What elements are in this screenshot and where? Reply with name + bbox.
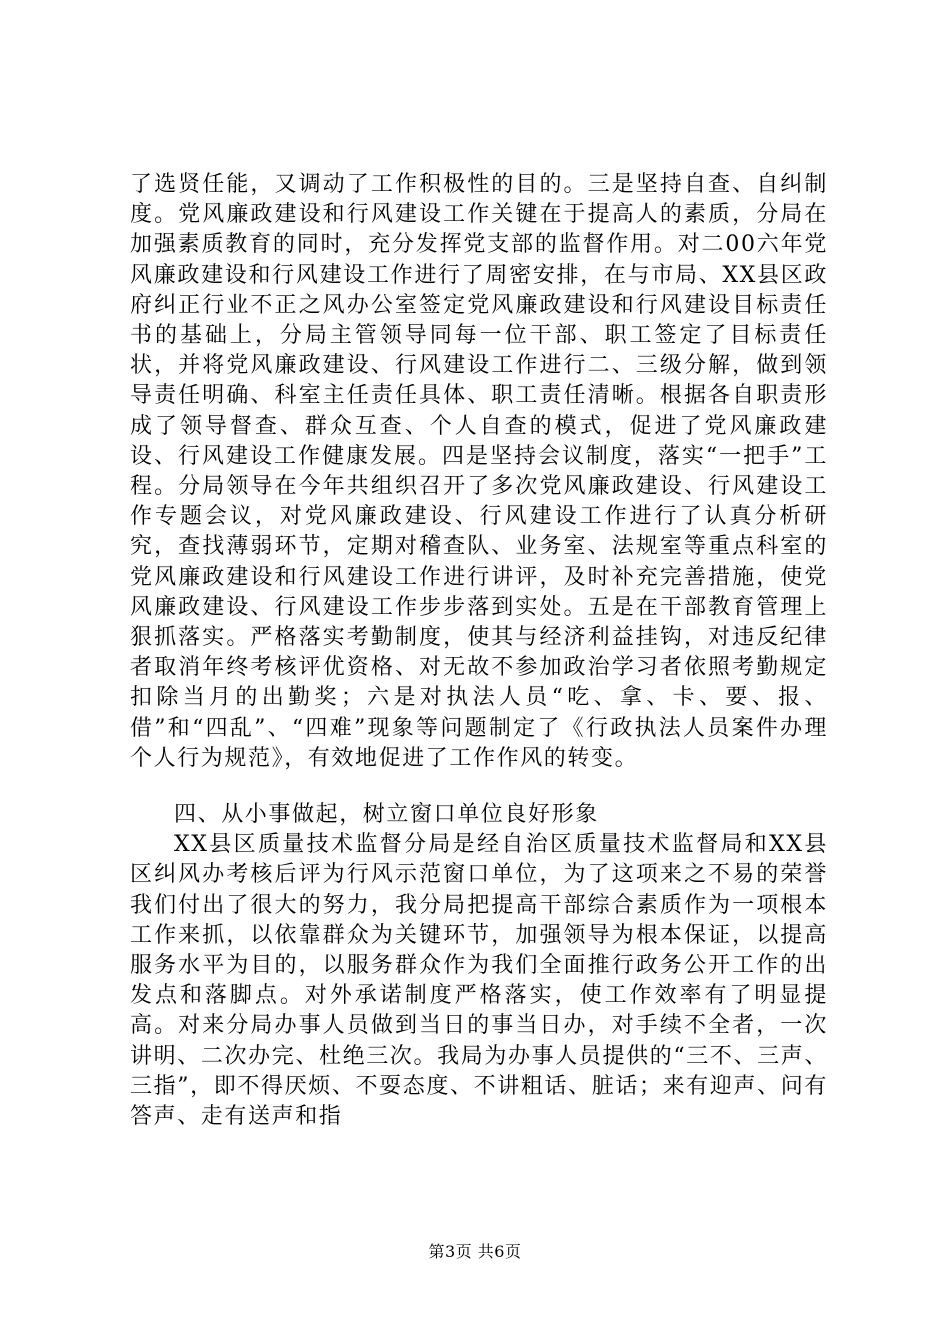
paragraph-window-unit: XX县区质量技术监督分局是经自治区质量技术监督局和XX县区纠风办考核后评为行风示范窗口单位，为了这项来之不易的荣誉我们付出了很大的努力，我分局把提高干部综合素质作为一项根本工作来抓，以依靠群众为关键环节，加强领导为根本保证，以提高服务水平为目的，以服务群众作为我们全面推行政务公开工作的出发点和落脚点。对外承诺制度严格落实，使工作效率有了明显提高。对来分局办事人员做到当日的事当日办，对手续不全者，一次讲明、二次办完、杜绝三次。我局为办事人员提供的“三不、三声、三指”，即不得厌烦、不耍态度、不讲粗话、脏话；来有迎声、问有答声、走有送声和指 [130, 832, 828, 1130]
document-body [130, 170, 828, 1132]
paragraph-continuation: 了选贤任能，又调动了工作积极性的目的。三是坚持自查、自纠制度。党风廉政建设和行风建设工作关键在于提高人的素质，分局在加强素质教育的同时，充分发挥党支部的监督作用。对二00六年党风廉政建设和行风建设工作进行了周密安排，在与市局、XX县区政府纠正行业不正之风办公室签定党风廉政建设和行风建设目标责任书的基础上，分局主管领导同每一位干部、职工签定了目标责任状，并将党风廉政建设、行风建设工作进行二、三级分解，做到领导责任明确、科室主任责任具体、职工责任清晰。根据各自职责形成了领导督查、群众互查、个人自查的模式，促进了党风廉政建设、行风建设工作健康发展。四是坚持会议制度，落实“一把手”工程。分局领导在今年共组织召开了多次党风廉政建设、行风建设工作专题会议，对党风廉政建设、行风建设工作进行了认真分析研究，查找薄弱环节，定期对稽查队、业务室、法规室等重点科室的党风廉政建设和行风建设工作进行讲评，及时补充完善措施，使党风廉政建设、行风建设工作步步落到实处。五是在干部教育管理上狠抓落实。严格落实考勤制度，使其与经济利益挂钩，对违反纪律者取消年终考核评优资格、对无故不参加政治学习者依照考勤规定扣除当月的出勤奖；六是对执法人员“吃、拿、卡、要、报、借”和“四乱”、“四难”现象等问题制定了《行政执法人员案件办理个人行为规范》，有效地促进了工作作风的转变。 [130, 172, 828, 771]
page-number-footer: 第3页 共6页 [428, 1242, 522, 1261]
section-heading: 四、从小事做起，树立窗口单位良好形象 [174, 802, 599, 828]
